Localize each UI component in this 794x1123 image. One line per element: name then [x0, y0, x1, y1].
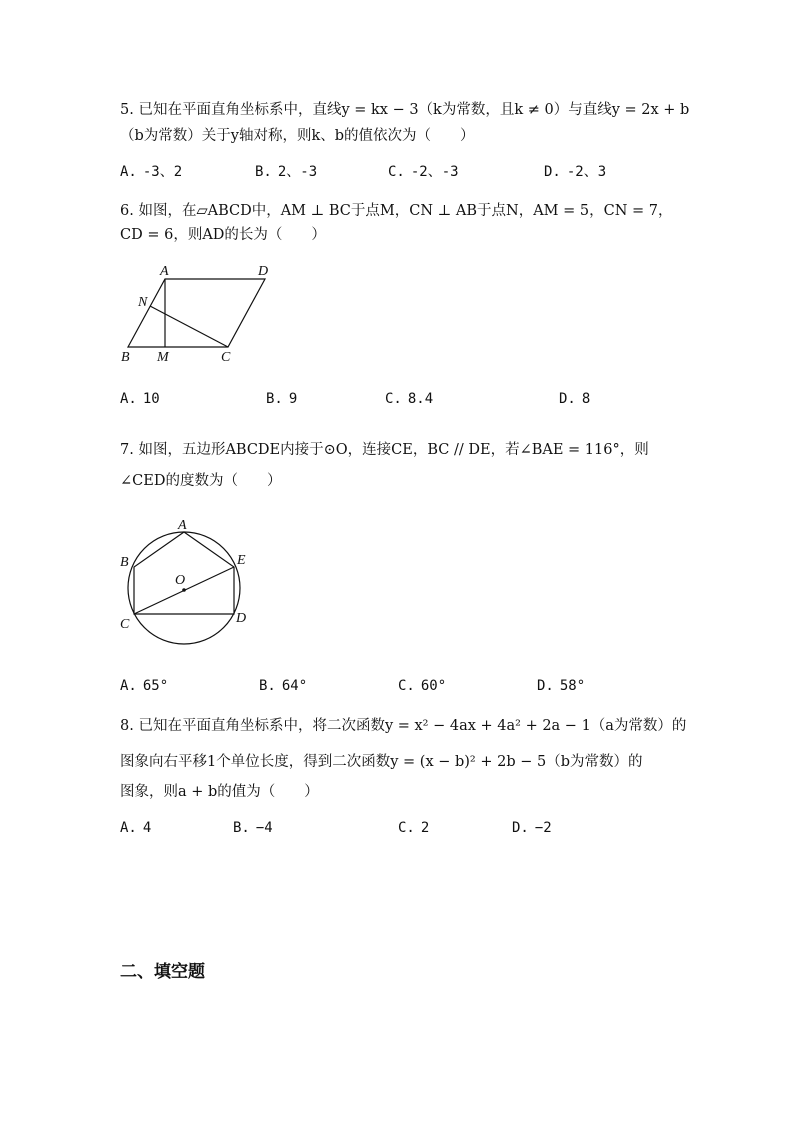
q8-stem-line1: 8. 已知在平面直角坐标系中，将二次函数y = x² − 4ax + 4a² + 2a − 1（a为常数）的	[120, 718, 687, 734]
option-text: 8	[581, 391, 591, 407]
q8-stem-line2: 图象向右平移1个单位长度，得到二次函数y = (x − b)² + 2b − 5（b为常数）的	[120, 754, 643, 770]
label-n: N	[138, 295, 148, 310]
q7-stem-line1: 7. 如图，五边形ABCDE内接于⊙O，连接CE，BC // DE，若∠BAE = 116°，则	[120, 442, 649, 458]
option-text: −2	[534, 820, 552, 836]
option-label: C.	[388, 164, 405, 180]
q8-option-c	[398, 820, 429, 836]
option-text: 65°	[142, 678, 169, 694]
circle-o	[128, 532, 240, 644]
option-text: 10	[142, 391, 160, 407]
q8-option-b	[233, 820, 273, 836]
option-text: -3、2	[142, 164, 183, 180]
option-label: C.	[385, 391, 402, 407]
q8-option-d	[512, 820, 552, 836]
option-text: 2、-3	[277, 164, 318, 180]
label-o: O	[175, 573, 186, 588]
label-a: A	[178, 518, 187, 533]
option-text: 9	[288, 391, 298, 407]
option-label: B.	[255, 164, 272, 180]
label-d: D	[258, 264, 269, 279]
option-label: B.	[233, 820, 250, 836]
label-m: M	[157, 350, 169, 365]
option-label: C.	[398, 678, 415, 694]
q5-option-a	[120, 161, 182, 181]
option-text: 60°	[420, 678, 447, 694]
q6-option-b	[266, 391, 297, 407]
option-label: A.	[120, 820, 137, 836]
option-label: A.	[120, 164, 137, 180]
q7-option-d	[537, 678, 585, 694]
option-label: B.	[266, 391, 283, 407]
option-text: 58°	[559, 678, 586, 694]
label-d: D	[236, 611, 247, 626]
option-label: C.	[398, 820, 415, 836]
option-label: D.	[544, 164, 561, 180]
q8-stem-line3: 图象，则a + b的值为（ ）	[120, 784, 319, 800]
option-text: 2	[420, 820, 430, 836]
q8-option-a	[120, 820, 151, 836]
q5-option-b	[255, 161, 317, 181]
option-label: D.	[537, 678, 554, 694]
option-text: 4	[142, 820, 152, 836]
option-text: 8.4	[407, 391, 434, 407]
label-c: C	[120, 617, 130, 632]
q6-stem-line1: 6. 如图，在▱ABCD中，AM ⊥ BC于点M，CN ⊥ AB于点N，AM = 5，CN = 7，	[120, 203, 673, 219]
q6-option-a	[120, 391, 160, 407]
q7-stem-line2: ∠CED的度数为（ ）	[120, 473, 282, 489]
q5-stem-line2: （b为常数）关于y轴对称，则k、b的值依次为（ ）	[120, 128, 475, 144]
q5-option-d	[544, 161, 606, 181]
q6-parallelogram-figure	[110, 258, 290, 370]
label-e: E	[237, 553, 246, 568]
label-c: C	[221, 350, 231, 365]
option-text: -2、-3	[410, 164, 459, 180]
q7-circle-pentagon-figure	[112, 512, 262, 652]
option-text: 64°	[281, 678, 308, 694]
label-b: B	[121, 350, 130, 365]
q7-option-a	[120, 678, 168, 694]
label-b: B	[120, 555, 129, 570]
option-label: B.	[259, 678, 276, 694]
option-text: −4	[255, 820, 273, 836]
q5-option-c	[388, 161, 459, 181]
section-heading-fill-in-blank: 二、填空题	[120, 962, 205, 982]
q7-option-b	[259, 678, 307, 694]
q6-option-c	[385, 391, 433, 407]
q6-stem-line2: CD = 6，则AD的长为（ ）	[120, 227, 326, 243]
center-dot-o	[182, 588, 186, 592]
option-label: A.	[120, 678, 137, 694]
q6-option-d	[559, 391, 590, 407]
option-label: D.	[559, 391, 576, 407]
option-label: A.	[120, 391, 137, 407]
option-text: -2、3	[566, 164, 607, 180]
label-a: A	[160, 264, 169, 279]
parallelogram-abcd	[128, 279, 265, 347]
q7-option-c	[398, 678, 446, 694]
option-label: D.	[512, 820, 529, 836]
segment-cn	[150, 306, 228, 347]
q5-stem-line1: 5. 已知在平面直角坐标系中，直线y = kx − 3（k为常数，且k ≠ 0）与直线y = 2x + b	[120, 102, 690, 118]
